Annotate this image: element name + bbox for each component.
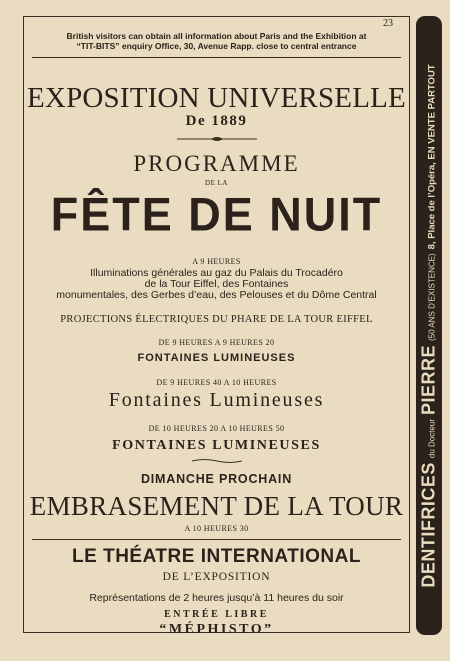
ornament-small-icon	[192, 458, 242, 464]
exposition-year: De 1889	[185, 113, 248, 129]
entree-libre: ENTRÉE LIBRE	[164, 609, 269, 620]
illuminations-line: Illuminations générales au gaz du Palais du Trocadéro	[90, 267, 343, 279]
visitor-notice-line2: “TIT-BITS” enquiry Office, 30, Avenue Rapp. close to central entrance	[76, 41, 357, 51]
time-range-2: DE 9 HEURES 40 A 10 HEURES	[156, 378, 277, 387]
time-a1030: A 10 HEURES 30	[184, 524, 249, 533]
rule-above-theatre	[32, 539, 401, 540]
rule-under-notice	[32, 57, 401, 58]
visitor-notice-line1: British visitors can obtain all information about Paris and the Exhibition at	[66, 31, 367, 41]
fontaines-lumineuses-2: Fontaines Lumineuses	[108, 389, 325, 411]
projections-text: PROJECTIONS ÉLECTRIQUES DU PHARE DE LA TOUR EIFFEL	[60, 314, 373, 325]
ornament-divider-icon	[177, 135, 257, 143]
illuminations-text	[24, 268, 409, 301]
embrasement-title: EMBRASEMENT DE LA TOUR	[29, 491, 404, 521]
illuminations-line: de la Tour Eiffel, des Fontaines	[144, 278, 289, 290]
fete-de-nuit-title: FÊTE DE NUIT	[50, 187, 383, 242]
time-a9: A 9 HEURES	[192, 257, 241, 266]
side-ad-anniversary: (50 ANS D’EXISTENCE)	[427, 252, 437, 341]
fontaines-lumineuses-3: FONTAINES LUMINEUSES	[112, 438, 321, 453]
dentifrices-advertisement	[416, 16, 442, 635]
illuminations-line: monumentales, des Gerbes d’eau, des Pelouses et du Dôme Central	[56, 289, 377, 301]
page-number: 23	[383, 18, 393, 29]
programme-frame	[23, 16, 410, 637]
side-ad-text	[419, 64, 440, 587]
side-ad-dentifrices: DENTIFRICES	[418, 461, 439, 588]
programme-title: PROGRAMME	[133, 151, 300, 176]
fontaines-lumineuses-1: FONTAINES LUMINEUSES	[137, 352, 296, 364]
exposition-title: EXPOSITION UNIVERSELLE	[27, 82, 406, 114]
mephisto-title: “MÉPHISTO”	[159, 622, 274, 637]
dimanche-prochain: DIMANCHE PROCHAIN	[140, 472, 293, 486]
side-ad-address: 8, Place de l’Opéra, EN VENTE PARTOUT	[426, 63, 438, 249]
representations-text: Représentations de 2 heures jusqu’à 11 heures du soir	[89, 592, 344, 604]
programme-de-la: DE LA	[205, 179, 228, 187]
time-range-3: DE 10 HEURES 20 A 10 HEURES 50	[148, 424, 285, 433]
visitor-notice	[24, 31, 409, 51]
theatre-title: LE THÉATRE INTERNATIONAL	[72, 546, 361, 567]
theatre-subtitle: DE L’EXPOSITION	[162, 571, 271, 583]
side-ad-pierre: PIERRE	[418, 344, 439, 415]
time-range-1: DE 9 HEURES A 9 HEURES 20	[158, 338, 275, 347]
side-ad-du-docteur: du Docteur	[427, 418, 437, 458]
